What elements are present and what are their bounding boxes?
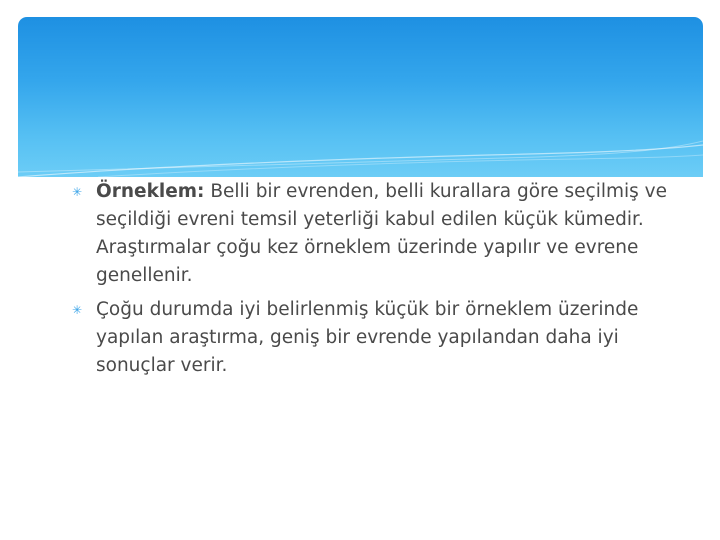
asterisk-bullet-icon: ✳ [72,185,83,199]
header-wave-decoration [18,17,703,177]
term-label: Örneklem: [96,181,205,202]
bullet-text: Çoğu durumda iyi belirlenmiş küçük bir örneklem üzerinde yapılan araştırma, geniş bir evrende yapılandan daha iyi sonuçlar verir. [96,299,639,376]
bullet-list [72,178,672,386]
list-item [72,296,672,380]
list-item [72,178,672,290]
asterisk-bullet-icon: ✳ [72,303,83,317]
definition-text: Belli bir evrenden, belli kurallara göre seçilmiş ve seçildiği evreni temsil yeterliği kabul edilen küçük kümedir. Araştırmalar çoğu kez örneklem üzerinde yapılır ve evrene genellenir. [96,181,667,286]
header-band [18,17,703,177]
